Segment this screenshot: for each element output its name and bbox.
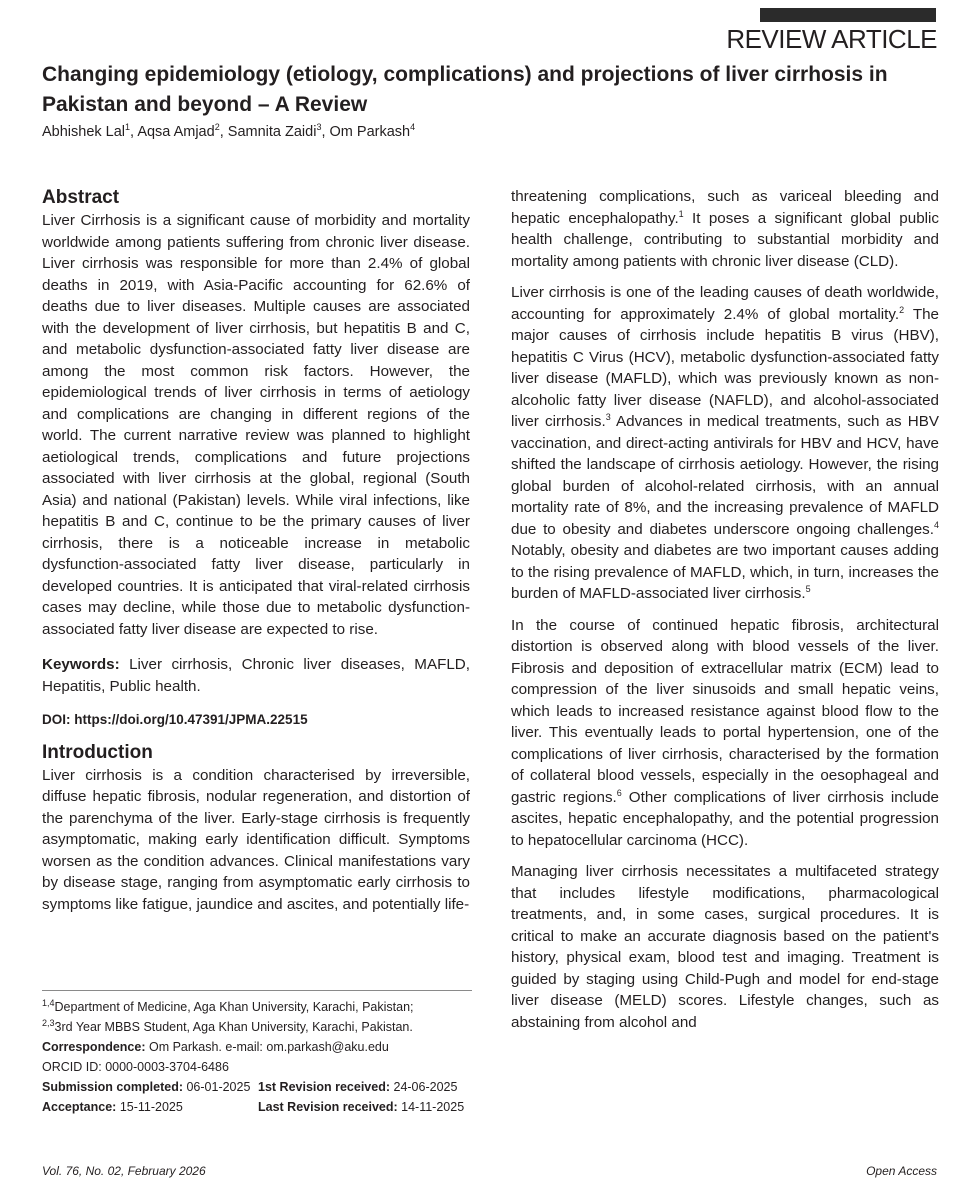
author-name: Samnita Zaidi (227, 124, 317, 140)
section-bar (760, 8, 936, 22)
reference-marker: 1 (678, 208, 684, 219)
reference-marker: 6 (616, 787, 622, 798)
paragraph-continued (511, 186, 939, 272)
paragraph-fibrosis (511, 615, 939, 852)
introduction-text: Liver cirrhosis is a condition characterised by irreversible, diffuse hepatic fibrosis, nodular regeneration, and distortion of the parenchyma of the liver. Early-stage cirrhosis is frequently asymptomatic, making early identification difficult. Symptoms worsen as the condition advances. Clinical manifestations vary by disease stage, ranging from asymptomatic early cirrhosis to symptoms like fatigue, jaundice and ascites, and potentially life- (42, 766, 470, 913)
author-list: Abhishek Lal$^1$, Aqsa Amjad$^2$, Samnita Zaidi$^3$, Om Parkash$^4$ (42, 122, 416, 140)
left-column (42, 186, 470, 915)
reference-marker: 5 (805, 583, 811, 594)
date-label: Last Revision received: (258, 1100, 398, 1114)
author-affiliation: 3 (316, 122, 322, 133)
paragraph-text: In the course of continued hepatic fibrosis, architectural distortion is observed along with blood vessels of the liver. Fibrosis and deposition of extracellular matrix (ECM) lead to compression of the liver sinusoids and small hepatic veins, which leads to increased resistance against blood flow to the liver. This eventually leads to portal hypertension, one of the complications of liver cirrhosis, characterised by the formation of collateral blood vessels, especially in the oesophageal and gastric regions. (511, 616, 939, 806)
date-value: 24-06-2025 (390, 1080, 458, 1094)
date-label: Acceptance: (42, 1100, 117, 1114)
affiliation-number: 2,3 (42, 1017, 55, 1028)
paragraph-causes (511, 282, 939, 605)
date-label: 1st Revision received: (258, 1080, 391, 1094)
abstract-heading: Abstract (42, 187, 120, 208)
dates-row-2 (42, 1097, 472, 1117)
paragraph-text: Liver cirrhosis is one of the leading causes of death worldwide, accounting for approximately 2.4% of global mortality. (511, 284, 939, 323)
reference-marker: 3 (605, 411, 611, 422)
correspondence (42, 1037, 472, 1057)
paragraph-text: Advances in medical treatments, such as HBV vaccination, and direct-acting antivirals for HBV and HCV, have shifted the landscape of cirrhosis aetiology. However, the rising global burden of alcohol-related cirrhosis, with an annual mortality rate of 8%, and the increasing prevalence of MAFLD due to obesity and diabetes underscore ongoing challenges. (511, 413, 939, 538)
affiliation-1 (42, 997, 472, 1017)
dates-row-1 (42, 1077, 472, 1097)
correspondence-label: Correspondence: (42, 1040, 146, 1054)
reference-marker: 4 (933, 519, 939, 530)
paragraph-text: The major causes of cirrhosis include hepatitis B virus (HBV), hepatitis C Virus (HCV), metabolic dysfunction-associated fatty liver disease (MAFLD), which was previously known as non-alcoholic fatty liver disease (NAFLD), and alcohol-associated liver cirrhosis. (511, 305, 939, 430)
orcid: ORCID ID: 0000-0003-3704-6486 (42, 1060, 229, 1074)
affiliation-number: 1,4 (42, 997, 55, 1008)
right-column (511, 186, 939, 1033)
author-affiliation: 1 (125, 122, 131, 133)
paragraph-text: Notably, obesity and diabetes are two important causes adding to the rising prevalence of MAFLD, which, in turn, increases the burden of MAFLD-associated liver cirrhosis. (511, 542, 939, 602)
acceptance-date (42, 1100, 183, 1114)
author-name: Om Parkash (329, 124, 411, 140)
reference-marker: 2 (899, 304, 905, 315)
introduction-heading: Introduction (42, 741, 153, 763)
keywords-label: Keywords: (42, 656, 120, 673)
paragraph-text: Other complications of liver cirrhosis include ascites, hepatic encephalopathy, and the potential progression to hepatocellular carcinoma (HCC). (511, 788, 939, 849)
correspondence-text: Om Parkash. e-mail: om.parkash@aku.edu (145, 1040, 389, 1054)
date-value: 15-11-2025 (116, 1100, 183, 1114)
last-revision-date (258, 1097, 464, 1117)
doi-link[interactable]: DOI: https://doi.org/10.47391/JPMA.22515 (42, 712, 308, 727)
abstract-text: Liver Cirrhosis is a significant cause of morbidity and mortality worldwide among patients suffering from chronic liver disease. Liver cirrhosis was responsible for more than 2.4% of global deaths in 2019, with Asia-Pacific accounting for 62.6% of deaths due to liver diseases. Multiple causes are associated with the development of liver cirrhosis, but hepatitis B and C, and metabolic dysfunction-associated fatty liver disease are among the most common risk factors. However, the epidemiological trends of liver cirrhosis in terms of aetiology and complications are changing in different regions of the world. The current narrative review was planned to highlight aetiological trends, complications and future projections associated with liver cirrhosis at the global, regional (South Asia) and national (Pakistan) levels. While viral infections, like hepatitis B and C, continue to be the primary causes of liver cirrhosis, there is a noticeable increase in metabolic dysfunction-associated fatty liver disease, particularly in developed countries. It is anticipated that viral-related cirrhosis cases may decline, while those due to metabolic dysfunction-associated fatty liver disease are expected to rise. (42, 212, 470, 638)
keywords (42, 654, 470, 697)
affiliation-text: Department of Medicine, Aga Khan University, Karachi, Pakistan; (54, 1000, 414, 1014)
footnotes (42, 990, 472, 1117)
open-access-label: Open Access (866, 1164, 937, 1178)
author-affiliation: 4 (410, 122, 416, 133)
affiliation-2 (42, 1017, 472, 1037)
author-name: Aqsa Amjad (137, 124, 215, 140)
article-title: Changing epidemiology (etiology, complications) and projections of liver cirrhosis in Pakistan and beyond – A Review (42, 63, 888, 116)
author-affiliation: 2 (214, 122, 220, 133)
keywords-text: Liver cirrhosis, Chronic liver diseases, MAFLD, Hepatitis, Public health. (42, 656, 470, 695)
affiliation-text: 3rd Year MBBS Student, Aga Khan University, Karachi, Pakistan. (54, 1020, 413, 1034)
section-label: REVIEW ARTICLE (726, 24, 937, 54)
submission-date (42, 1080, 250, 1094)
date-value: 06-01-2025 (183, 1080, 251, 1094)
date-value: 14-11-2025 (397, 1100, 465, 1114)
first-revision-date (258, 1077, 457, 1097)
date-label: Submission completed: (42, 1080, 183, 1094)
paragraph-management: Managing liver cirrhosis necessitates a multifaceted strategy that includes lifestyle modifications, pharmacological treatments, and, in some cases, surgical procedures. It is critical to make an accurate diagnosis based on the patient's history, physical exam, blood test and imaging. Treatment is guided by staging using Child-Pugh and model for end-stage liver disease (MELD) scores. Lifestyle changes, such as abstaining from alcohol and (511, 863, 939, 1031)
paragraph-text: It poses a significant global public health challenge, contributing to substantial morbidity and mortality among patients with chronic liver disease (CLD). (511, 209, 939, 270)
journal-issue: Vol. 76, No. 02, February 2026 (42, 1164, 206, 1178)
author-name: Abhishek Lal (42, 124, 126, 140)
paragraph-text: threatening complications, such as variceal bleeding and hepatic encephalopathy. (511, 188, 939, 227)
